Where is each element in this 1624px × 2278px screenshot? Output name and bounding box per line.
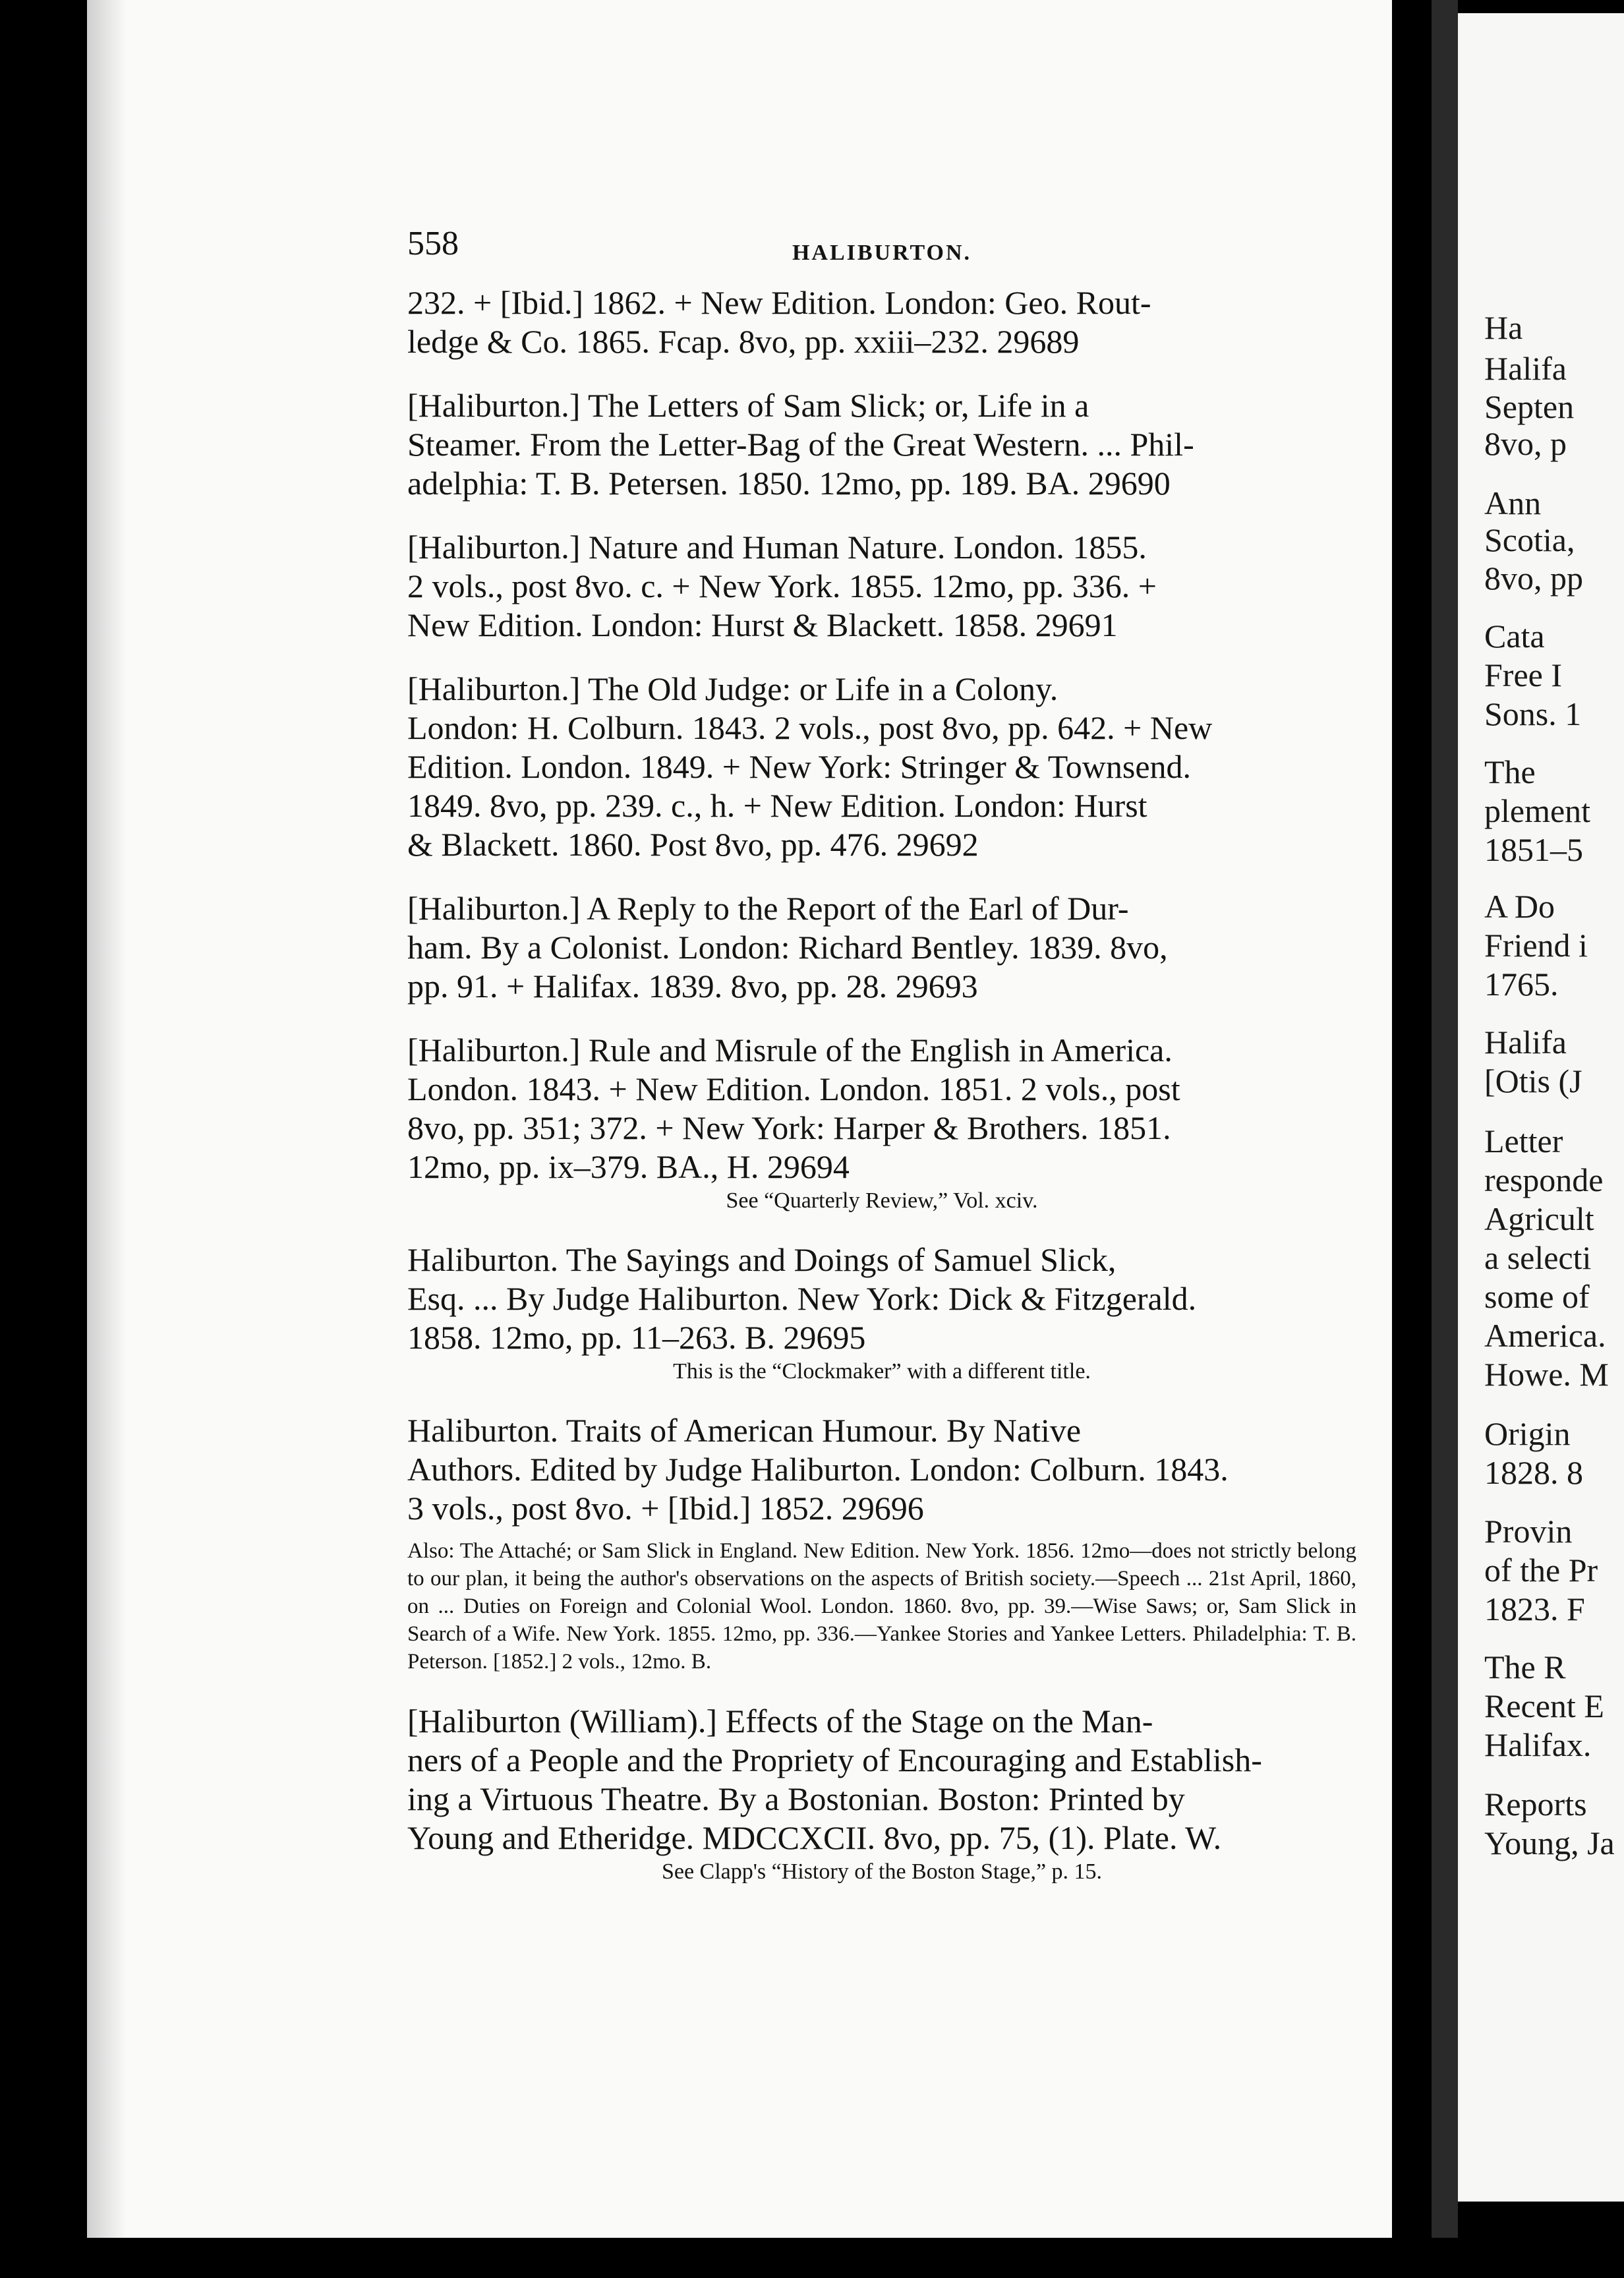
entry-line: ham. By a Colonist. London: Richard Bentley. 1839. 8vo, <box>407 929 1168 966</box>
right-fragment: responde <box>1484 1161 1604 1198</box>
right-fragment: 1828. 8 <box>1484 1454 1583 1491</box>
right-fragment: Recent E <box>1484 1687 1604 1724</box>
right-fragment: Ha <box>1484 309 1523 346</box>
right-fragment: Agricult <box>1484 1200 1594 1237</box>
right-fragment: Free I <box>1484 657 1562 693</box>
bibliography-entry <box>407 889 1356 1006</box>
right-fragment: The R <box>1484 1649 1566 1685</box>
entry-line: [Haliburton.] The Letters of Sam Slick; or, Life in a <box>407 387 1089 424</box>
entry-line: Haliburton. Traits of American Humour. By Native <box>407 1412 1082 1449</box>
right-fragment: 1823. F <box>1484 1591 1585 1627</box>
running-head: HALIBURTON. <box>792 241 972 265</box>
right-fragment: 1765. <box>1484 966 1559 1003</box>
right-fragment: plement <box>1484 792 1591 829</box>
page-number: 558 <box>407 225 459 262</box>
bibliography-entry <box>407 1031 1356 1215</box>
right-fragment: 8vo, pp <box>1484 560 1583 597</box>
right-fragment: Reports <box>1484 1786 1587 1823</box>
right-fragment: Scotia, <box>1484 521 1575 558</box>
entry-line: London: H. Colburn. 1843. 2 vols., post 8vo, pp. 642. + New <box>407 709 1213 746</box>
entry-line: & Blackett. 1860. Post 8vo, pp. 476. 29692 <box>407 826 979 863</box>
page-gutter-shadow <box>87 0 127 2278</box>
right-fragment: Sons. 1 <box>1484 695 1582 732</box>
entry-line: 8vo, pp. 351; 372. + New York: Harper & Brothers. 1851. <box>407 1109 1171 1146</box>
right-fragment: some of <box>1484 1278 1590 1315</box>
right-fragment: The <box>1484 753 1536 790</box>
entry-line: 12mo, pp. ix–379. BA., H. 29694 <box>407 1148 850 1185</box>
right-fragment: Howe. M <box>1484 1356 1609 1393</box>
book-spine <box>1432 0 1458 2278</box>
entry-line: pp. 91. + Halifax. 1839. 8vo, pp. 28. 29693 <box>407 968 978 1005</box>
entry-line: Edition. London. 1849. + New York: Stringer & Townsend. <box>407 748 1192 785</box>
entry-line: ners of a People and the Propriety of Encouraging and Establish- <box>407 1741 1262 1778</box>
entry-line: 1849. 8vo, pp. 239. c., h. + New Edition. London: Hurst <box>407 787 1147 824</box>
entry-line: Esq. ... By Judge Haliburton. New York: Dick & Fitzgerald. <box>407 1280 1197 1317</box>
right-fragment: a selecti <box>1484 1239 1592 1276</box>
entry-line: ing a Virtuous Theatre. By a Bostonian. Boston: Printed by <box>407 1780 1185 1817</box>
entry-line: New Edition. London: Hurst & Blackett. 1858. 29691 <box>407 606 1118 643</box>
bibliography-entry <box>407 1702 1356 1886</box>
bibliography-entry <box>407 1411 1356 1528</box>
entry-line: 232. + [Ibid.] 1862. + New Edition. London: Geo. Rout- <box>407 284 1151 321</box>
right-fragment: 8vo, p <box>1484 425 1567 462</box>
right-fragment: Septen <box>1484 388 1575 425</box>
entry-note: See “Quarterly Review,” Vol. xciv. <box>726 1188 1038 1213</box>
entry-line: 2 vols., post 8vo. c. + New York. 1855. 12mo, pp. 336. + <box>407 568 1157 604</box>
right-fragment: Cata <box>1484 618 1545 655</box>
entry-line: [Haliburton.] A Reply to the Report of the Earl of Dur- <box>407 890 1129 927</box>
entry-line: [Haliburton.] The Old Judge: or Life in a Colony. <box>407 670 1058 707</box>
entry-line: Authors. Edited by Judge Haliburton. London: Colburn. 1843. <box>407 1451 1229 1488</box>
entry-line: [Haliburton (William).] Effects of the Stage on the Man- <box>407 1703 1153 1739</box>
entry-line: ledge & Co. 1865. Fcap. 8vo, pp. xxiii–232. 29689 <box>407 323 1080 360</box>
entry-line: 3 vols., post 8vo. + [Ibid.] 1852. 29696 <box>407 1490 924 1527</box>
right-fragment: Ann <box>1484 484 1542 521</box>
bibliography-entry <box>407 670 1356 864</box>
right-fragment: Halifa <box>1484 350 1567 387</box>
also-note: Also: The Attaché; or Sam Slick in England. New Edition. New York. 1856. 12mo—does not strictly belong to our plan, it being the author's observations on the aspects of British society.—Speech ... 21st April, 1860, on ... Duties on Foreign and Colonial Wool. London. 1860. 8vo, pp. 39.—Wise Saws; or, Sam Slick in Search of a Wife. New York. 1855. 12mo, pp. 336.—Yankee Stories and Yankee Letters. Philadelphia: T. B. Peterson. [1852.] 2 vols., 12mo. B. <box>407 1539 1356 1674</box>
right-fragment: America. <box>1484 1317 1606 1354</box>
right-page <box>1458 13 1624 2202</box>
right-fragment: Halifa <box>1484 1024 1567 1061</box>
entry-line: [Haliburton.] Rule and Misrule of the English in America. <box>407 1032 1173 1068</box>
right-fragment: Letter <box>1484 1123 1563 1159</box>
right-fragment: Origin <box>1484 1415 1571 1452</box>
right-fragment: Halifax. <box>1484 1726 1592 1763</box>
entry-line: Young and Etheridge. MDCCXCII. 8vo, pp. 75, (1). Plate. W. <box>407 1819 1222 1856</box>
right-fragment: Young, Ja <box>1484 1825 1615 1861</box>
bibliography-entry <box>407 528 1356 645</box>
right-fragment: [Otis (J <box>1484 1063 1582 1099</box>
right-fragment: Friend i <box>1484 927 1588 964</box>
entry-line: [Haliburton.] Nature and Human Nature. London. 1855. <box>407 529 1147 566</box>
bibliography-entry <box>407 1241 1356 1386</box>
entry-line: adelphia: T. B. Petersen. 1850. 12mo, pp. 189. BA. 29690 <box>407 465 1171 502</box>
right-fragment: 1851–5 <box>1484 831 1583 868</box>
right-fragment: Provin <box>1484 1513 1573 1550</box>
bibliography-entry <box>407 283 1356 361</box>
entry-line: London. 1843. + New Edition. London. 1851. 2 vols., post <box>407 1070 1180 1107</box>
entry-note: See Clapp's “History of the Boston Stage,” p. 15. <box>661 1859 1103 1884</box>
right-fragment: A Do <box>1484 888 1555 925</box>
scan-bottom-edge <box>0 2238 1624 2278</box>
page-header <box>407 218 1356 277</box>
entry-line: Haliburton. The Sayings and Doings of Samuel Slick, <box>407 1241 1116 1278</box>
bibliography-entry <box>407 386 1356 503</box>
entry-note: This is the “Clockmaker” with a different title. <box>673 1359 1091 1384</box>
right-fragment: of the Pr <box>1484 1552 1598 1589</box>
entry-line: 1858. 12mo, pp. 11–263. B. 29695 <box>407 1319 866 1356</box>
entry-line: Steamer. From the Letter-Bag of the Great Western. ... Phil- <box>407 426 1194 463</box>
page-content <box>407 218 1356 1912</box>
